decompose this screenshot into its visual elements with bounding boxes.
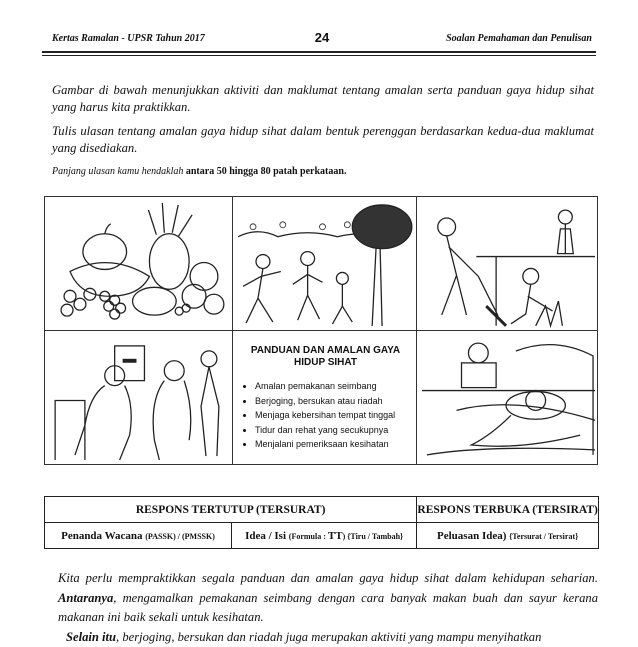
answer-sentence: , berjoging, bersukan dan riadah juga merupakan aktiviti yang mampu menyihatkan bbox=[116, 630, 541, 644]
answer-text bbox=[58, 569, 598, 647]
cleaning-illustration bbox=[417, 197, 597, 331]
cell-label: Idea / Isi bbox=[245, 530, 289, 542]
picture-grid bbox=[44, 196, 598, 465]
fruits-illustration bbox=[45, 197, 233, 331]
list-item: • Menjaga kebersihan tempat tinggal bbox=[255, 408, 408, 423]
instruction-1: Gambar di bawah menunjukkan aktiviti dan maklumat tentang amalan serta panduan gaya hidup sihat yang harus kita praktikkan. bbox=[52, 82, 594, 116]
answer-paragraph-2 bbox=[58, 628, 598, 647]
response-table bbox=[44, 496, 599, 549]
cell-note: (Formula : bbox=[289, 532, 328, 541]
list-item: • Amalan pemakanan seimbang bbox=[255, 379, 408, 394]
answer-sentence: Kita perlu mempraktikkan segala panduan dan amalan gaya hidup sihat dalam kehidupan seharian. bbox=[58, 571, 598, 585]
cell-note: {Tersurat / Tersirat} bbox=[509, 532, 578, 541]
exercise-illustration bbox=[233, 197, 417, 331]
list-item: • Berjoging, bersukan atau riadah bbox=[255, 394, 408, 409]
discourse-marker: Antaranya bbox=[58, 591, 113, 605]
peluasan-idea-cell bbox=[417, 523, 599, 549]
cell-label: TT bbox=[328, 530, 343, 542]
panduan-title: PANDUAN DAN AMALAN GAYA HIDUP SIHAT bbox=[243, 345, 408, 369]
cell-label: Peluasan Idea) bbox=[437, 530, 509, 542]
sleeping-illustration bbox=[417, 331, 597, 464]
length-requirement: antara 50 hingga 80 patah perkataan. bbox=[186, 166, 347, 177]
answer-paragraph-1 bbox=[58, 569, 598, 628]
header-left: Kertas Ramalan - UPSR Tahun 2017 bbox=[52, 33, 205, 44]
instruction-3 bbox=[52, 163, 594, 180]
open-response-header: RESPONS TERBUKA (TERSIRAT) bbox=[417, 497, 599, 523]
cell-note: ) {Tiru / Tambah} bbox=[343, 532, 404, 541]
cell-note: (PASSK) / (PMSSK) bbox=[145, 532, 215, 541]
page-number: 24 bbox=[52, 30, 592, 45]
list-item: • Tidur dan rehat yang secukupnya bbox=[255, 423, 408, 438]
page-header bbox=[52, 30, 592, 46]
panduan-box bbox=[233, 331, 417, 464]
instruction-2: Tulis ulasan tentang amalan gaya hidup sihat dalam bentuk perenggan berdasarkan kedua-dua maklumat yang disediakan. bbox=[52, 123, 594, 157]
length-label: Panjang ulasan kamu hendaklah bbox=[52, 166, 186, 177]
discourse-marker: Selain itu bbox=[66, 630, 116, 644]
answer-sentence: , mengamalkan pemakanan seimbang dengan cara banyak makan buah dan sayur kerana makanan ini baik sekali untuk kesihatan. bbox=[58, 591, 598, 625]
cell-label: Penanda Wacana bbox=[61, 530, 145, 542]
panduan-list bbox=[243, 379, 408, 452]
idea-isi-cell bbox=[232, 523, 417, 549]
header-rule-thin bbox=[42, 55, 596, 56]
medical-checkup-illustration bbox=[45, 331, 233, 464]
closed-response-header: RESPONS TERTUTUP (TERSURAT) bbox=[45, 497, 417, 523]
header-right: Soalan Pemahaman dan Penulisan bbox=[446, 33, 592, 44]
list-item: • Menjalani pemeriksaan kesihatan bbox=[255, 437, 408, 452]
header-rule bbox=[42, 51, 596, 53]
penanda-wacana-cell bbox=[45, 523, 232, 549]
